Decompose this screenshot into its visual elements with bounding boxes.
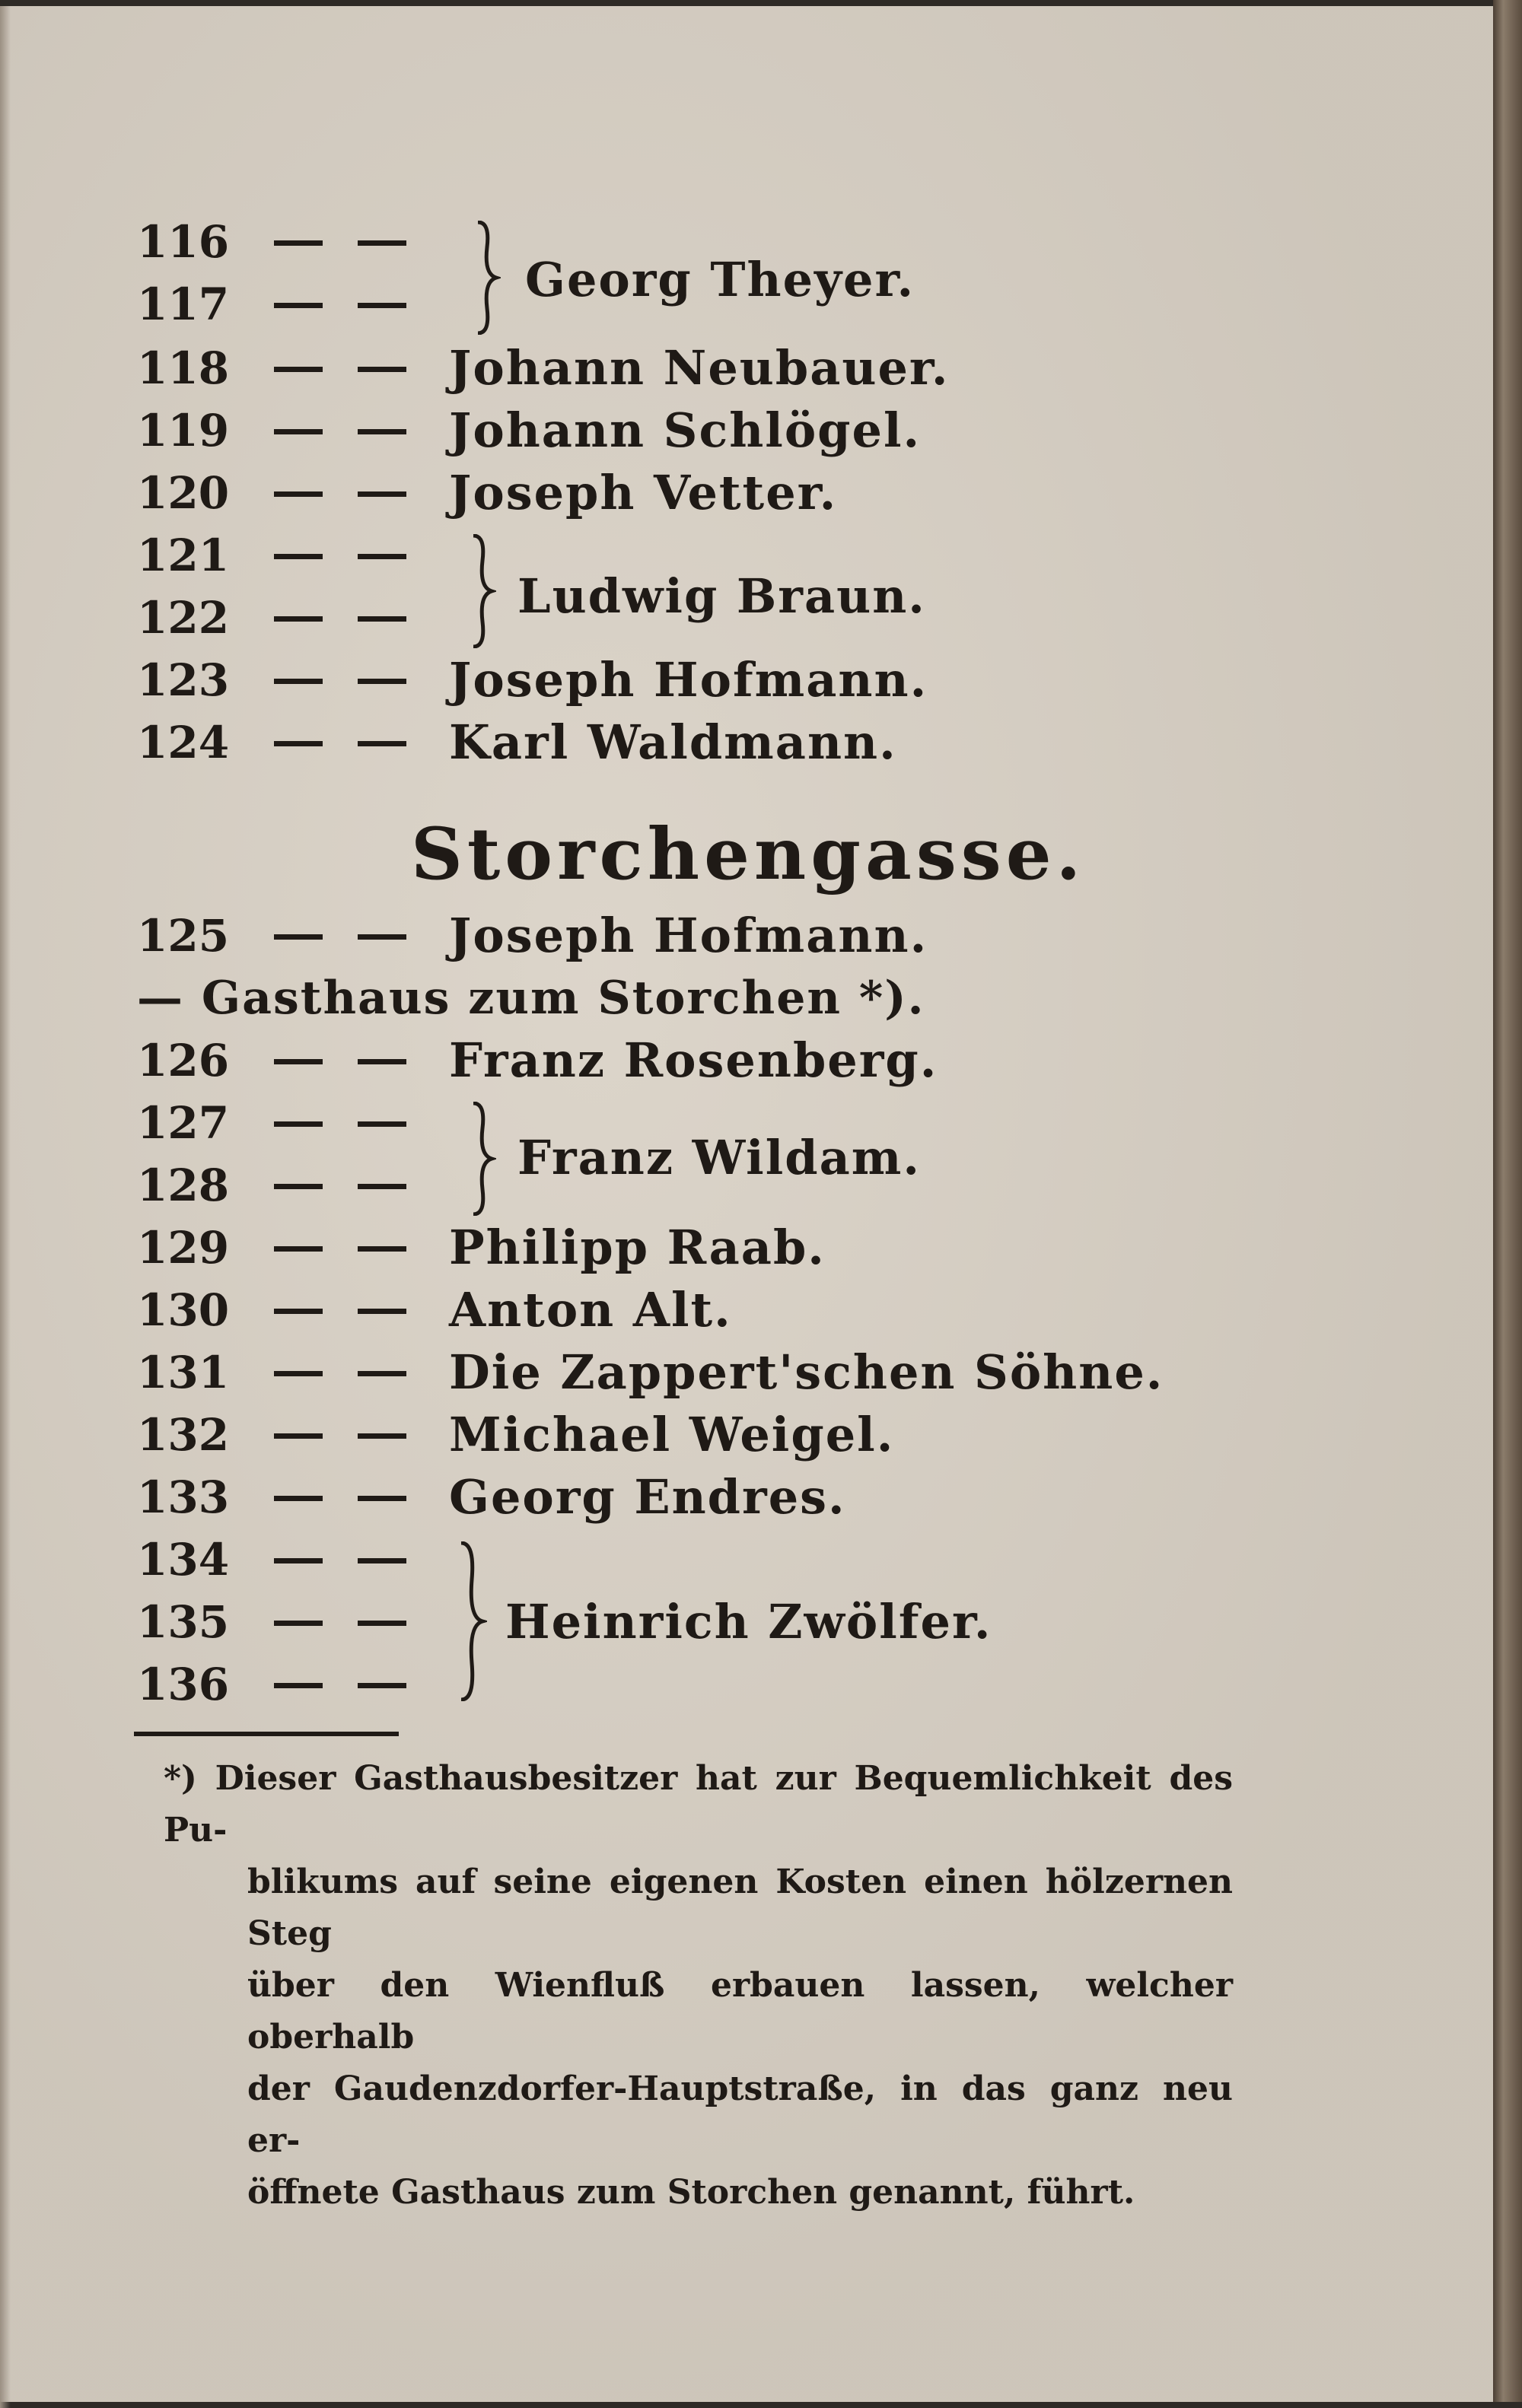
dash bbox=[358, 303, 406, 308]
resident-name: Philipp Raab. bbox=[449, 1220, 826, 1275]
page-edge-shadow bbox=[0, 6, 11, 2408]
house-number: 125 bbox=[137, 910, 230, 962]
dash bbox=[274, 240, 323, 246]
dash bbox=[274, 429, 323, 434]
dash bbox=[358, 934, 406, 940]
dash bbox=[274, 1496, 323, 1501]
dash bbox=[358, 1184, 406, 1189]
resident-name: Johann Neubauer. bbox=[449, 340, 950, 396]
dash bbox=[274, 1621, 323, 1626]
dash bbox=[274, 1309, 323, 1314]
dash bbox=[358, 1621, 406, 1626]
entry-row bbox=[129, 1529, 1271, 1590]
house-number: 133 bbox=[137, 1471, 230, 1523]
entry-row bbox=[129, 463, 1271, 523]
footnote-line: *) Dieser Gasthausbesitzer hat zur Bequemlichkeit des Pu- bbox=[164, 1759, 1233, 1850]
house-number: 130 bbox=[137, 1284, 230, 1336]
resident-name: Die Zappert'schen Söhne. bbox=[449, 1344, 1164, 1400]
entry-row bbox=[129, 1404, 1271, 1465]
dash bbox=[358, 1309, 406, 1314]
house-number: 124 bbox=[137, 717, 230, 768]
resident-name: Ludwig Braun. bbox=[517, 568, 926, 624]
entry-row bbox=[129, 338, 1271, 399]
house-number: 132 bbox=[137, 1409, 230, 1461]
book-spine bbox=[1493, 0, 1522, 2402]
gasthaus-entry: — Gasthaus zum Storchen *). bbox=[137, 972, 925, 1025]
house-number: 117 bbox=[137, 278, 230, 330]
resident-name: Johann Schlögel. bbox=[449, 402, 922, 458]
entry-row bbox=[129, 400, 1271, 461]
dash bbox=[274, 1059, 323, 1064]
dash bbox=[358, 1558, 406, 1563]
dash bbox=[274, 1371, 323, 1376]
footnote-line: der Gaudenzdorfer-Hauptstraße, in das ganz neu er- bbox=[247, 2069, 1233, 2160]
dash bbox=[358, 1433, 406, 1439]
dash bbox=[358, 1059, 406, 1064]
resident-name: Franz Rosenberg. bbox=[449, 1032, 938, 1088]
dash bbox=[274, 1246, 323, 1252]
house-number: 120 bbox=[137, 467, 230, 519]
footnote-line: über den Wienfluß erbauen lassen, welcher oberhalb bbox=[247, 1966, 1233, 2057]
dash bbox=[274, 491, 323, 497]
dash bbox=[358, 491, 406, 497]
dash bbox=[274, 741, 323, 746]
dash bbox=[358, 1371, 406, 1376]
dash bbox=[358, 679, 406, 684]
dash bbox=[358, 1496, 406, 1501]
house-number: 131 bbox=[137, 1347, 230, 1398]
dash bbox=[274, 554, 323, 559]
resident-name: Anton Alt. bbox=[449, 1282, 732, 1338]
entry-row bbox=[129, 1030, 1271, 1091]
house-number: 128 bbox=[137, 1159, 230, 1211]
dash bbox=[274, 1433, 323, 1439]
entry-row bbox=[129, 1342, 1271, 1403]
house-number: 127 bbox=[137, 1097, 230, 1149]
dash bbox=[274, 1121, 323, 1127]
resident-name: Joseph Hofmann. bbox=[449, 652, 928, 708]
dash bbox=[358, 616, 406, 622]
curly-brace bbox=[466, 1102, 496, 1216]
dash bbox=[274, 934, 323, 940]
entry-row bbox=[129, 1280, 1271, 1341]
dash bbox=[274, 616, 323, 622]
house-number: 136 bbox=[137, 1659, 230, 1710]
entry-row bbox=[129, 905, 1271, 966]
entry-row bbox=[129, 1654, 1271, 1715]
house-number: 123 bbox=[137, 654, 230, 706]
dash bbox=[358, 1246, 406, 1252]
house-number: 121 bbox=[137, 530, 230, 581]
footnote-line: öffnete Gasthaus zum Storchen genannt, führt. bbox=[247, 2173, 1135, 2212]
entry-row bbox=[129, 1217, 1271, 1278]
dash bbox=[358, 1121, 406, 1127]
dash bbox=[358, 554, 406, 559]
house-number: 119 bbox=[137, 405, 230, 456]
dash bbox=[358, 367, 406, 372]
dash bbox=[274, 1683, 323, 1688]
house-number: 116 bbox=[137, 216, 230, 268]
dash bbox=[358, 1683, 406, 1688]
dash bbox=[274, 303, 323, 308]
resident-name: Karl Waldmann. bbox=[449, 714, 897, 770]
house-number: 122 bbox=[137, 592, 230, 644]
entry-row bbox=[129, 712, 1271, 773]
house-number: 135 bbox=[137, 1596, 230, 1648]
footnote-rule bbox=[134, 1732, 399, 1736]
curly-brace bbox=[454, 1541, 484, 1701]
curly-brace bbox=[466, 534, 496, 648]
dash bbox=[274, 679, 323, 684]
house-number: 129 bbox=[137, 1222, 230, 1274]
house-number: 126 bbox=[137, 1035, 230, 1086]
curly-brace bbox=[470, 221, 501, 335]
entry-row bbox=[129, 650, 1271, 711]
house-number: 134 bbox=[137, 1534, 230, 1586]
dash bbox=[274, 1184, 323, 1189]
dash bbox=[358, 741, 406, 746]
resident-name: Franz Wildam. bbox=[517, 1130, 921, 1185]
house-number: 118 bbox=[137, 342, 230, 394]
resident-name: Joseph Vetter. bbox=[449, 465, 838, 520]
dash bbox=[358, 429, 406, 434]
dash bbox=[274, 367, 323, 372]
dash bbox=[274, 1558, 323, 1563]
resident-name: Michael Weigel. bbox=[449, 1407, 895, 1462]
dash bbox=[358, 240, 406, 246]
street-heading: Storchengasse. bbox=[411, 813, 1086, 896]
footnote-line: blikums auf seine eigenen Kosten einen hölzernen Steg bbox=[247, 1862, 1233, 1953]
resident-name: Georg Endres. bbox=[449, 1469, 846, 1525]
resident-name: Heinrich Zwölfer. bbox=[505, 1594, 992, 1649]
entry-row bbox=[129, 1467, 1271, 1528]
footnote bbox=[164, 1753, 1233, 2219]
resident-name: Joseph Hofmann. bbox=[449, 908, 928, 963]
resident-name: Georg Theyer. bbox=[525, 252, 915, 307]
